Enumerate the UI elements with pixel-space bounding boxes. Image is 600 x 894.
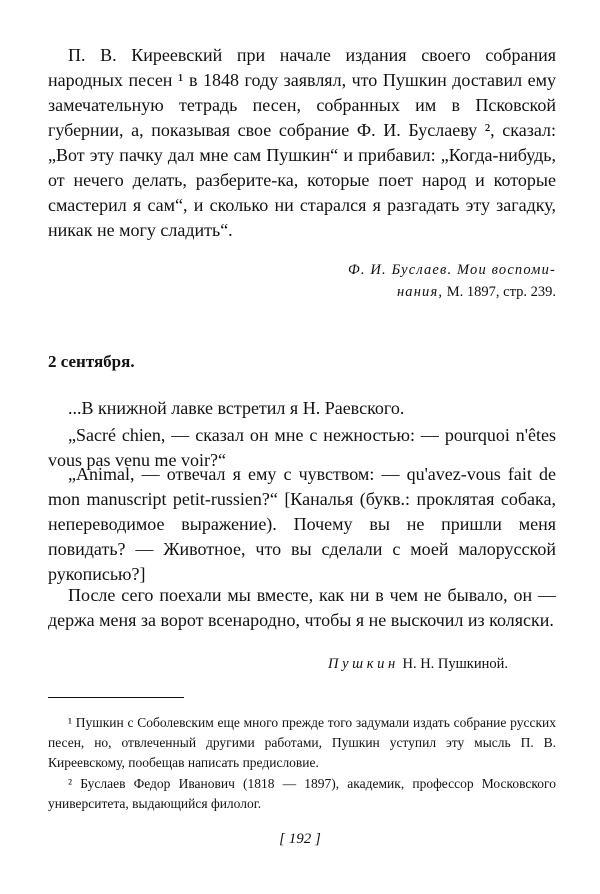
quote-paragraph: П. В. Киреевский при начале издания своего собрания народных песен ¹ в 1848 году заявлял, что Пушкин доставил ему замечательную тетрадь песен, собранных им в Псковской губернии, а, показывая свое собрание Ф. И. Буслаеву ², сказал: „Вот эту пачку дал мне сам Пушкин“ и прибавил: „Когда-нибудь, от нечего делать, разберите-ка, которые поет народ и которые смастерил я сам“, и сколько ни старался я разгадать эту загадку, никак не могу сладить“. <box>48 45 556 240</box>
footnote-2: ² Буслаев Федор Иванович (1818 — 1897), академик, профессор Московского университета, выдающийся филолог. <box>48 776 556 811</box>
source-citation-italic: нания, <box>396 284 444 300</box>
source-citation-line1 <box>348 259 556 281</box>
entry-paragraph-2: „Sacré chien, — сказал он мне с нежностью: — pourquoi n'êtes vous pas venu me voir?“ <box>48 425 556 470</box>
letter-source <box>328 653 508 675</box>
page-number: [ 192 ] <box>279 831 321 847</box>
entry-paragraph-3: „Animal, — отвечал я ему с чувством: — qu'avez-vous fait de mon manuscript petit-russien?“ [Каналья (букв.: проклятая собака, непереводимое выражение). Почему вы не пришли меня повидать? — Животное, что вы сделали с моей малорусской рукописью?] <box>48 464 556 584</box>
footnote-divider <box>48 697 184 698</box>
entry-date-heading: 2 сентября. <box>48 352 135 371</box>
entry-paragraph-4: После сего поехали мы вместе, как ни в чем не бывало, он — держа меня за ворот всенародно, чтобы я не выскочил из коляски. <box>48 585 556 630</box>
source-citation-details: М. 1897, стр. 239. <box>443 284 556 300</box>
letter-author: Пушкин <box>328 656 399 672</box>
letter-recipient: Н. Н. Пушкиной. <box>398 656 508 672</box>
entry-paragraph-1: ...В книжной лавке встретил я Н. Раевского. <box>68 398 405 418</box>
footnote-1: ¹ Пушкин с Соболевским еще много прежде того задумали издать собрание русских песен, но, отвлеченный другими работами, Пушкин уступил эту мысль П. В. Киреевскому, пообещав написать предисловие. <box>48 715 556 770</box>
source-citation-text: Ф. И. Буслаев. Мои воспоми- <box>348 262 556 278</box>
source-citation-line2 <box>397 281 556 303</box>
